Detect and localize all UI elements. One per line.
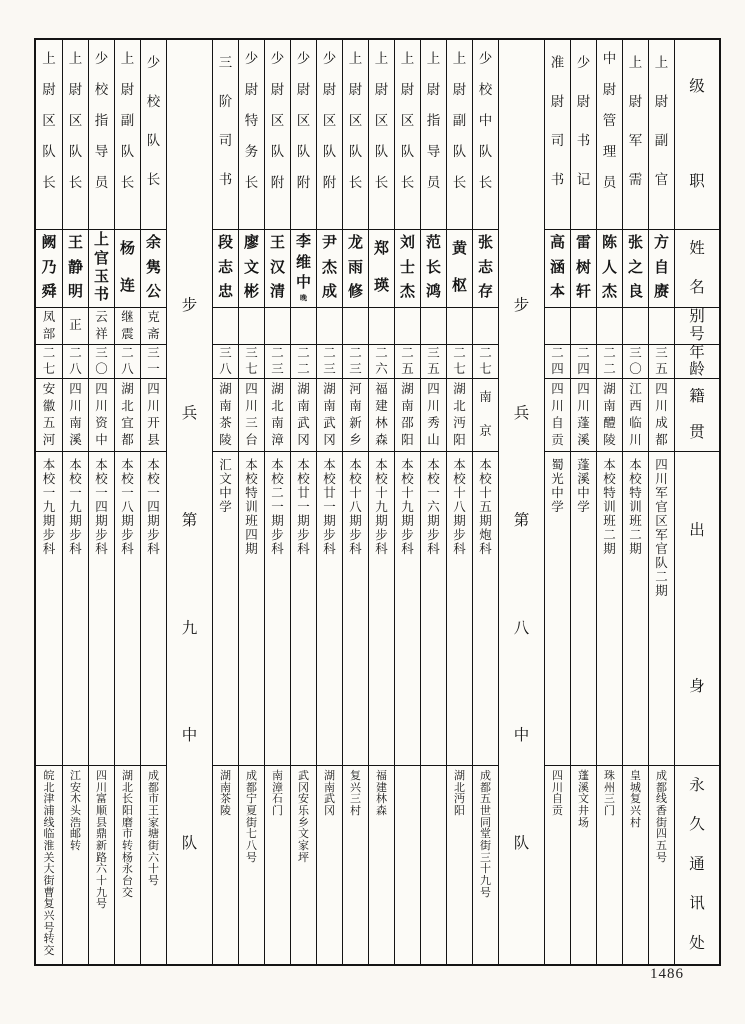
alias-cell (623, 308, 648, 345)
native-cell: 安 徽 五 河 (36, 379, 62, 452)
origin-cell: 本 校 二 一 期 步 科 (265, 452, 290, 766)
native-cell: 四 川 成 都 (649, 379, 674, 452)
section-title: 步 兵 第 九 中 队 (181, 297, 198, 852)
name-cell: 余 隽 公 (141, 230, 166, 308)
alias-cell (395, 308, 420, 345)
person-column (420, 40, 446, 964)
origin-cell: 本 校 十 九 期 步 科 (369, 452, 394, 766)
address-cell: 湖 北 沔 阳 (454, 770, 465, 817)
rank-cell: 少 校 中 队 长 (473, 40, 498, 230)
address-cell: 成 都 线 香 街 四 五 号 (656, 770, 667, 864)
alias-cell: 凤 部 (36, 308, 62, 345)
name-cell: 段 志 忠 (213, 230, 238, 308)
name-cell: 刘 士 杰 (395, 230, 420, 308)
person-column (446, 40, 472, 964)
rank-cell: 少 尉 区 队 附 (317, 40, 342, 230)
age-cell: 二 三 (265, 345, 290, 379)
rank-cell: 少 尉 特 务 长 (239, 40, 264, 230)
address-cell: 成 都 市 王 家 塘 街 六 十 号 (148, 770, 159, 887)
age-cell: 三 七 (239, 345, 264, 379)
native-cell: 四 川 蓬 溪 (571, 379, 596, 452)
rank-cell: 上 尉 区 队 长 (36, 40, 62, 230)
alias-cell (597, 308, 622, 345)
address-cell: 皖 北 津 浦 线 临 淮 关 大 街 曹 复 兴 号 转 交 (43, 770, 55, 957)
alias-cell (343, 308, 368, 345)
alias-cell (265, 308, 290, 345)
address-cell: 湖 北 长 阳 磨 市 转 杨 永 台 交 (122, 770, 133, 899)
address-cell: 珠 州 三 门 (604, 770, 615, 817)
native-cell: 湖 南 茶 陵 (213, 379, 238, 452)
age-cell: 二 八 (63, 345, 88, 379)
rank-cell: 少 尉 区 队 附 (265, 40, 290, 230)
rank-cell: 上 尉 军 需 (623, 40, 648, 230)
name-cell: 高 涵 本 (545, 230, 570, 308)
rank-cell: 上 尉 副 队 长 (115, 40, 140, 230)
section-column (498, 40, 544, 964)
origin-cell: 本 校 十 九 期 步 科 (395, 452, 420, 766)
name-cell: 李 维 中 晚 (291, 230, 316, 308)
rank-cell: 上 尉 区 队 长 (343, 40, 368, 230)
person-column (472, 40, 498, 964)
rank-cell: 上 尉 区 队 长 (395, 40, 420, 230)
native-cell: 福 建 林 森 (369, 379, 394, 452)
native-cell: 湖 南 武 冈 (291, 379, 316, 452)
age-cell: 二 四 (545, 345, 570, 379)
address-cell: 蓬 溪 文 井 场 (578, 770, 589, 829)
address-cell: 南 漳 石 门 (272, 770, 283, 817)
person-column (264, 40, 290, 964)
address-cell: 湖 南 茶 陵 (220, 770, 231, 817)
section-title: 步 兵 第 八 中 队 (513, 297, 530, 852)
alias-cell (317, 308, 342, 345)
person-column (368, 40, 394, 964)
origin-cell: 本 校 特 训 班 二 期 (623, 452, 648, 766)
rank-cell: 中 尉 管 理 员 (597, 40, 622, 230)
origin-cell: 本 校 特 训 班 二 期 (597, 452, 622, 766)
person-column (114, 40, 140, 964)
person-column (648, 40, 674, 964)
native-cell: 南 京 (473, 379, 498, 452)
address-cell: 江 安 木 头 浩 邮 转 (70, 770, 81, 852)
age-cell: 三 一 (141, 345, 166, 379)
alias-cell: 正 (63, 308, 88, 345)
age-cell: 二 七 (36, 345, 62, 379)
name-note: 晚 (300, 294, 307, 303)
origin-cell: 本 校 一 九 期 步 科 (63, 452, 88, 766)
address-cell: 武 冈 安 乐 乡 文 家 坪 (298, 770, 309, 864)
header-rank-cell: 级 职 (675, 40, 719, 230)
person-column (596, 40, 622, 964)
person-column (570, 40, 596, 964)
origin-cell: 蓬 溪 中 学 (571, 452, 596, 766)
page-number: 1486 (650, 966, 684, 982)
alias-cell (545, 308, 570, 345)
name-cell: 陈 人 杰 (597, 230, 622, 308)
alias-cell (571, 308, 596, 345)
header-age-cell: 年 龄 (675, 345, 719, 379)
person-column (140, 40, 166, 964)
origin-cell: 本 校 一 四 期 步 科 (89, 452, 114, 766)
origin-cell: 本 校 一 四 期 步 科 (141, 452, 166, 766)
address-cell: 四 川 富 顺 县 鼎 新 路 六 十 九 号 (96, 770, 107, 911)
name-cell: 龙 雨 修 (343, 230, 368, 308)
address-cell: 福 建 林 森 (376, 770, 387, 817)
person-column (36, 40, 62, 964)
name-cell: 王 汉 清 (265, 230, 290, 308)
origin-cell: 本 校 十 八 期 步 科 (447, 452, 472, 766)
address-cell: 成 都 宁 夏 街 七 八 号 (246, 770, 257, 864)
name-cell: 黄 枢 (447, 230, 472, 308)
origin-cell: 本 校 十 五 期 炮 科 (473, 452, 498, 766)
header-name-cell: 姓 名 (675, 230, 719, 308)
native-cell: 四 川 秀 山 (421, 379, 446, 452)
person-column (342, 40, 368, 964)
origin-cell: 四 川 军 官 区 军 官 队 二 期 (649, 452, 674, 766)
age-cell: 三 五 (421, 345, 446, 379)
name-cell: 阙 乃 舜 (36, 230, 62, 308)
age-cell: 二 七 (447, 345, 472, 379)
section-column (166, 40, 212, 964)
name-cell: 廖 文 彬 (239, 230, 264, 308)
person-column (238, 40, 264, 964)
name-cell: 雷 树 轩 (571, 230, 596, 308)
origin-cell: 本 校 廿 一 期 步 科 (317, 452, 342, 766)
address-cell (395, 766, 420, 964)
person-column (212, 40, 238, 964)
rank-cell: 上 尉 区 队 长 (63, 40, 88, 230)
age-cell: 二 三 (317, 345, 342, 379)
header-origin-cell: 出 身 (675, 452, 719, 766)
alias-cell (649, 308, 674, 345)
origin-cell: 本 校 一 八 期 步 科 (115, 452, 140, 766)
alias-cell (473, 308, 498, 345)
person-column (394, 40, 420, 964)
rank-cell: 上 尉 副 官 (649, 40, 674, 230)
native-cell: 四 川 三 台 (239, 379, 264, 452)
rank-cell: 少 尉 书 记 (571, 40, 596, 230)
name-cell: 张 之 良 (623, 230, 648, 308)
name-cell: 上 官 玉 书 (89, 230, 114, 308)
age-cell: 三 〇 (89, 345, 114, 379)
native-cell: 河 南 新 乡 (343, 379, 368, 452)
alias-cell (213, 308, 238, 345)
native-cell: 湖 北 南 漳 (265, 379, 290, 452)
alias-cell (421, 308, 446, 345)
alias-cell: 云 祥 (89, 308, 114, 345)
alias-cell: 克 斋 (141, 308, 166, 345)
native-cell: 湖 南 武 冈 (317, 379, 342, 452)
age-cell: 二 六 (369, 345, 394, 379)
address-cell (421, 766, 446, 964)
alias-cell (291, 308, 316, 345)
origin-cell: 汇 文 中 学 (213, 452, 238, 766)
person-column (622, 40, 648, 964)
alias-cell (239, 308, 264, 345)
origin-cell: 本 校 十 八 期 步 科 (343, 452, 368, 766)
age-cell: 二 二 (597, 345, 622, 379)
roster-table (34, 38, 721, 966)
address-cell: 成 都 五 世 同 堂 街 三 十 九 号 (480, 770, 491, 899)
rank-cell: 上 尉 副 队 长 (447, 40, 472, 230)
alias-cell: 继 震 (115, 308, 140, 345)
header-address-cell: 永 久 通 讯 处 (689, 776, 705, 952)
age-cell: 二 二 (291, 345, 316, 379)
native-cell: 四 川 开 县 (141, 379, 166, 452)
native-cell: 四 川 资 中 (89, 379, 114, 452)
age-cell: 三 五 (649, 345, 674, 379)
age-cell: 三 八 (213, 345, 238, 379)
name-cell: 张 志 存 (473, 230, 498, 308)
person-column (62, 40, 88, 964)
native-cell: 湖 北 沔 阳 (447, 379, 472, 452)
header-native-cell: 籍 贯 (675, 379, 719, 452)
rank-cell: 少 校 队 长 (141, 40, 166, 230)
age-cell: 二 三 (343, 345, 368, 379)
name-cell: 郑 瑛 (369, 230, 394, 308)
age-cell: 二 四 (571, 345, 596, 379)
person-column (316, 40, 342, 964)
age-cell: 二 五 (395, 345, 420, 379)
native-cell: 湖 南 醴 陵 (597, 379, 622, 452)
header-column (674, 40, 719, 964)
origin-cell: 本 校 特 训 班 四 期 (239, 452, 264, 766)
native-cell: 湖 南 邵 阳 (395, 379, 420, 452)
rank-cell: 三 阶 司 书 (213, 40, 238, 230)
rank-cell: 上 尉 区 队 长 (369, 40, 394, 230)
header-alias-cell: 别 号 (675, 308, 719, 345)
name-cell: 范 长 鸿 (421, 230, 446, 308)
origin-cell: 本 校 一 六 期 步 科 (421, 452, 446, 766)
age-cell: 二 七 (473, 345, 498, 379)
native-cell: 江 西 临 川 (623, 379, 648, 452)
name-cell: 方 自 赓 (649, 230, 674, 308)
native-cell: 四 川 自 贡 (545, 379, 570, 452)
origin-cell: 蜀 光 中 学 (545, 452, 570, 766)
alias-cell (447, 308, 472, 345)
person-column (88, 40, 114, 964)
native-cell: 四 川 南 溪 (63, 379, 88, 452)
age-cell: 二 八 (115, 345, 140, 379)
rank-cell: 准 尉 司 书 (545, 40, 570, 230)
address-cell: 皇 城 复 兴 村 (630, 770, 641, 829)
name-cell: 杨 连 (115, 230, 140, 308)
rank-cell: 上 尉 指 导 员 (421, 40, 446, 230)
person-column (290, 40, 316, 964)
name-cell: 王 静 明 (63, 230, 88, 308)
native-cell: 湖 北 宜 都 (115, 379, 140, 452)
rank-cell: 少 校 指 导 员 (89, 40, 114, 230)
origin-cell: 本 校 廿 一 期 步 科 (291, 452, 316, 766)
origin-cell: 本 校 一 九 期 步 科 (36, 452, 62, 766)
address-cell: 湖 南 武 冈 (324, 770, 335, 817)
rank-cell: 少 尉 区 队 附 (291, 40, 316, 230)
alias-cell (369, 308, 394, 345)
person-column (544, 40, 570, 964)
age-cell: 三 〇 (623, 345, 648, 379)
address-cell: 复 兴 三 村 (350, 770, 361, 817)
address-cell: 四 川 自 贡 (552, 770, 563, 817)
name-cell: 尹 杰 成 (317, 230, 342, 308)
